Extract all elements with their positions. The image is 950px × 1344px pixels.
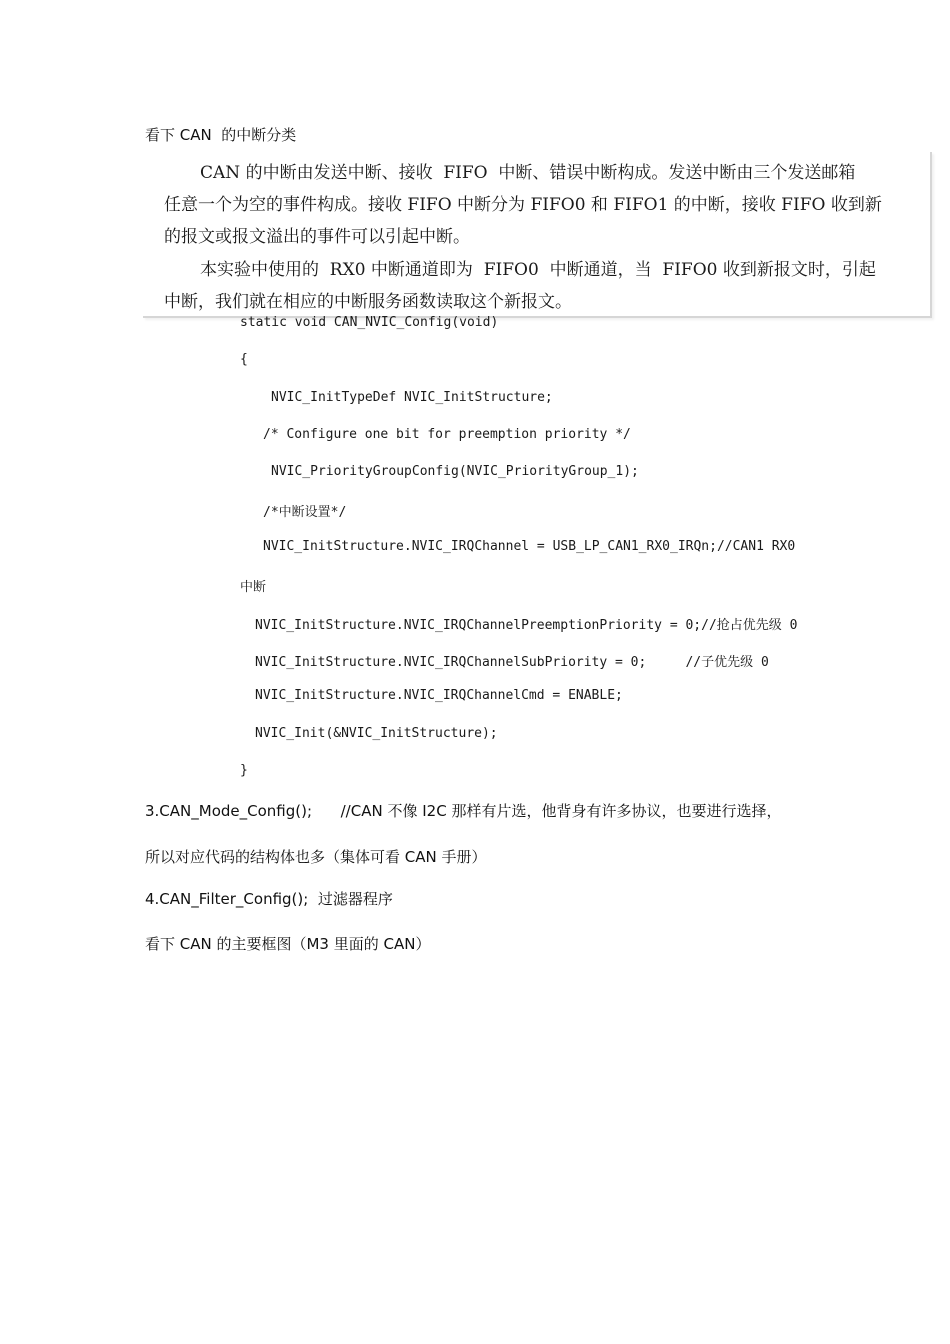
quote-line-4: 本实验中使用的 RX0 中断通道即为 FIFO0 中断通道，当 FIFO0 收到新报文时，引起 xyxy=(200,260,876,280)
code-line-signature: static void CAN_NVIC_Config(void) xyxy=(240,315,499,330)
code-line-init: NVIC_Init(&NVIC_InitStructure); xyxy=(255,726,498,741)
code-line-preemption: NVIC_InitStructure.NVIC_IRQChannelPreemptionPriority = 0;//抢占优先级 0 xyxy=(255,618,798,633)
code-line-close-brace: } xyxy=(240,763,248,778)
intro-text: 看下 CAN 的中断分类 xyxy=(145,126,297,144)
quote-excerpt-box xyxy=(143,152,932,318)
quote-line-2: 任意一个为空的事件构成。接收 FIFO 中断分为 FIFO0 和 FIFO1 的中断，接收 FIFO 收到新 xyxy=(164,195,882,215)
quote-line-1: CAN 的中断由发送中断、接收 FIFO 中断、错误中断构成。发送中断由三个发送邮箱 xyxy=(200,163,856,183)
filter-config-text: 4.CAN_Filter_Config(); 过滤器程序 xyxy=(145,890,393,908)
code-line-open-brace: { xyxy=(240,352,248,367)
code-line-irq-channel-wrap: 中断 xyxy=(240,580,267,595)
code-line-interrupt-comment: /*中断设置*/ xyxy=(263,505,347,520)
code-line-comment: /* Configure one bit for preemption priority */ xyxy=(263,427,631,442)
mode-config-text: 3.CAN_Mode_Config(); //CAN 不像 I2C 那样有片选，他背身有许多协议，也要进行选择， xyxy=(145,802,782,820)
code-line-declaration: NVIC_InitTypeDef NVIC_InitStructure; xyxy=(271,390,553,405)
code-line-priority-group: NVIC_PriorityGroupConfig(NVIC_PriorityGroup_1); xyxy=(271,464,639,479)
quote-line-3: 的报文或报文溢出的事件可以引起中断。 xyxy=(164,227,470,247)
quote-line-5: 中断，我们就在相应的中断服务函数读取这个新报文。 xyxy=(164,292,572,312)
diagram-intro-text: 看下 CAN 的主要框图（M3 里面的 CAN） xyxy=(145,935,431,953)
mode-config-continuation: 所以对应代码的结构体也多（集体可看 CAN 手册） xyxy=(145,848,487,866)
code-line-irq-channel: NVIC_InitStructure.NVIC_IRQChannel = USB_LP_CAN1_RX0_IRQn;//CAN1 RX0 xyxy=(263,539,796,554)
code-line-subpriority: NVIC_InitStructure.NVIC_IRQChannelSubPriority = 0; //子优先级 0 xyxy=(255,655,769,670)
code-line-cmd: NVIC_InitStructure.NVIC_IRQChannelCmd = ENABLE; xyxy=(255,688,623,703)
